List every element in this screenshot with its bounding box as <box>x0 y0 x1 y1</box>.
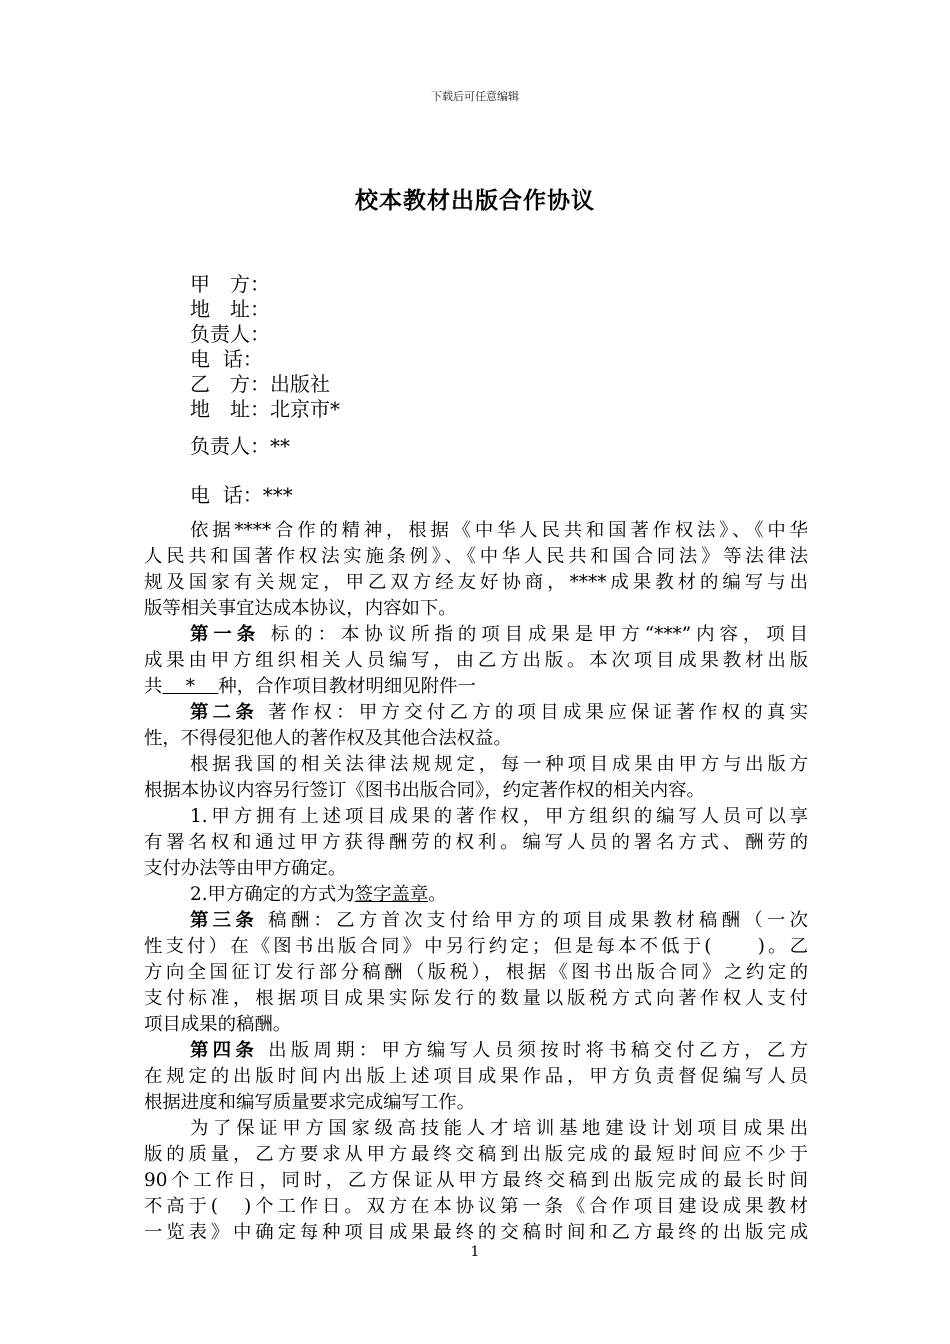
paragraph-line: 不高于( )个工作日。双方在本协议第一条《合作项目建设成果教材 <box>144 1196 808 1217</box>
article-2-line <box>144 700 808 726</box>
paragraph-line: 为了保证甲方国家级高技能人才培训基地建设计划项目成果出 <box>190 1118 808 1139</box>
paragraph-line: 规及国家有关规定，甲乙双方经友好协商，****成果教材的编写与出 <box>144 572 808 593</box>
signature-method-prefix: 2.甲方确定的方式为 <box>190 884 355 905</box>
article-2-heading: 第二条 <box>190 702 259 723</box>
article-4-heading: 第四条 <box>190 1040 259 1061</box>
paragraph-line: 性支付）在《图书出版合同》中另行约定；但是每本不低于( )。乙 <box>144 936 808 957</box>
party-a-phone: 电 话： <box>190 347 263 371</box>
article-3-line <box>144 908 808 934</box>
paragraph-line: 支付办法等由甲方确定。 <box>144 858 347 879</box>
party-a-name: 甲 方： <box>190 272 270 296</box>
article-3-text: 稿酬：乙方首次支付给甲方的项目成果教材稿酬（一次 <box>258 910 808 931</box>
paragraph-line: 有署名权和通过甲方获得酬劳的权利。编写人员的署名方式、酬劳的 <box>144 832 808 853</box>
paragraph-line: 依据****合作的精神，根据《中华人民共和国著作权法》、《中华 <box>190 520 808 541</box>
article-1-count-line <box>144 674 808 700</box>
paragraph-line: 性，不得侵犯他人的著作权及其他合法权益。 <box>144 728 512 749</box>
agreement-body <box>144 518 808 1246</box>
signature-method-line <box>144 882 808 908</box>
article-4-line <box>144 1038 808 1064</box>
paragraph-line: 一览表》中确定每种项目成果最终的交稿时间和乙方最终的出版完成 <box>144 1222 808 1243</box>
party-b-name: 乙 方：出版社 <box>190 372 330 396</box>
count-blank-field: * <box>162 676 219 697</box>
party-a-address: 地 址： <box>190 297 270 321</box>
paragraph-line: 方向全国征订发行部分稿酬（版税），根据《图书出版合同》之约定的 <box>144 962 808 983</box>
article-1-text: 标的：本协议所指的项目成果是甲方“***”内容，项目 <box>260 624 808 645</box>
page-number: 1 <box>470 1244 480 1260</box>
paragraph-line: 支付标准，根据项目成果实际发行的数量以版税方式向著作权人支付 <box>144 988 808 1009</box>
party-a-responsible: 负责人： <box>190 322 270 346</box>
signature-method-value: 签字盖章 <box>354 884 429 905</box>
paragraph-line: 根据本协议内容另行签订《图书出版合同》，约定著作权的相关内容。 <box>144 780 705 801</box>
signature-method-suffix: 。 <box>428 884 447 905</box>
article-3-heading: 第三条 <box>190 910 259 931</box>
article-1-count-suffix: 种，合作项目教材明细见附件一 <box>218 676 476 697</box>
paragraph-line: 项目成果的稿酬。 <box>144 1014 292 1035</box>
article-1-count-prefix: 共 <box>144 676 163 697</box>
article-1-heading: 第一条 <box>190 624 261 645</box>
paragraph-line: 版的质量，乙方要求从甲方最终交稿到出版完成的最短时间应不少于 <box>144 1144 808 1165</box>
article-1-line <box>144 622 808 648</box>
paragraph-line: 版等相关事宜达成本协议，内容如下。 <box>144 598 457 619</box>
paragraph-line: 90个工作日，同时，乙方保证从甲方最终交稿到出版完成的最长时间 <box>144 1170 808 1191</box>
article-4-text: 出版周期：甲方编写人员须按时将书稿交付乙方，乙方 <box>258 1040 808 1061</box>
article-2-text: 著作权：甲方交付乙方的项目成果应保证著作权的真实 <box>258 702 808 723</box>
paragraph-line: 人民共和国著作权法实施条例》、《中华人民共和国合同法》等法律法 <box>144 546 808 567</box>
paragraph-line: 在规定的出版时间内出版上述项目成果作品，甲方负责督促编写人员 <box>144 1066 808 1087</box>
paragraph-line: 根据进度和编写质量要求完成编写工作。 <box>144 1092 476 1113</box>
document-title: 校本教材出版合作协议 <box>355 188 595 214</box>
party-b-responsible: 负责人：** <box>190 434 290 458</box>
paragraph-line: 1.甲方拥有上述项目成果的著作权，甲方组织的编写人员可以享 <box>190 806 808 827</box>
party-b-phone: 电 话：*** <box>190 483 293 507</box>
paragraph-line: 根据我国的相关法律法规规定，每一种项目成果由甲方与出版方 <box>190 754 808 775</box>
paragraph-line: 成果由甲方组织相关人员编写，由乙方出版。本次项目成果教材出版 <box>144 650 808 671</box>
party-b-address: 地 址：北京市* <box>190 397 340 421</box>
document-header-note: 下载后可任意编辑 <box>431 90 519 103</box>
